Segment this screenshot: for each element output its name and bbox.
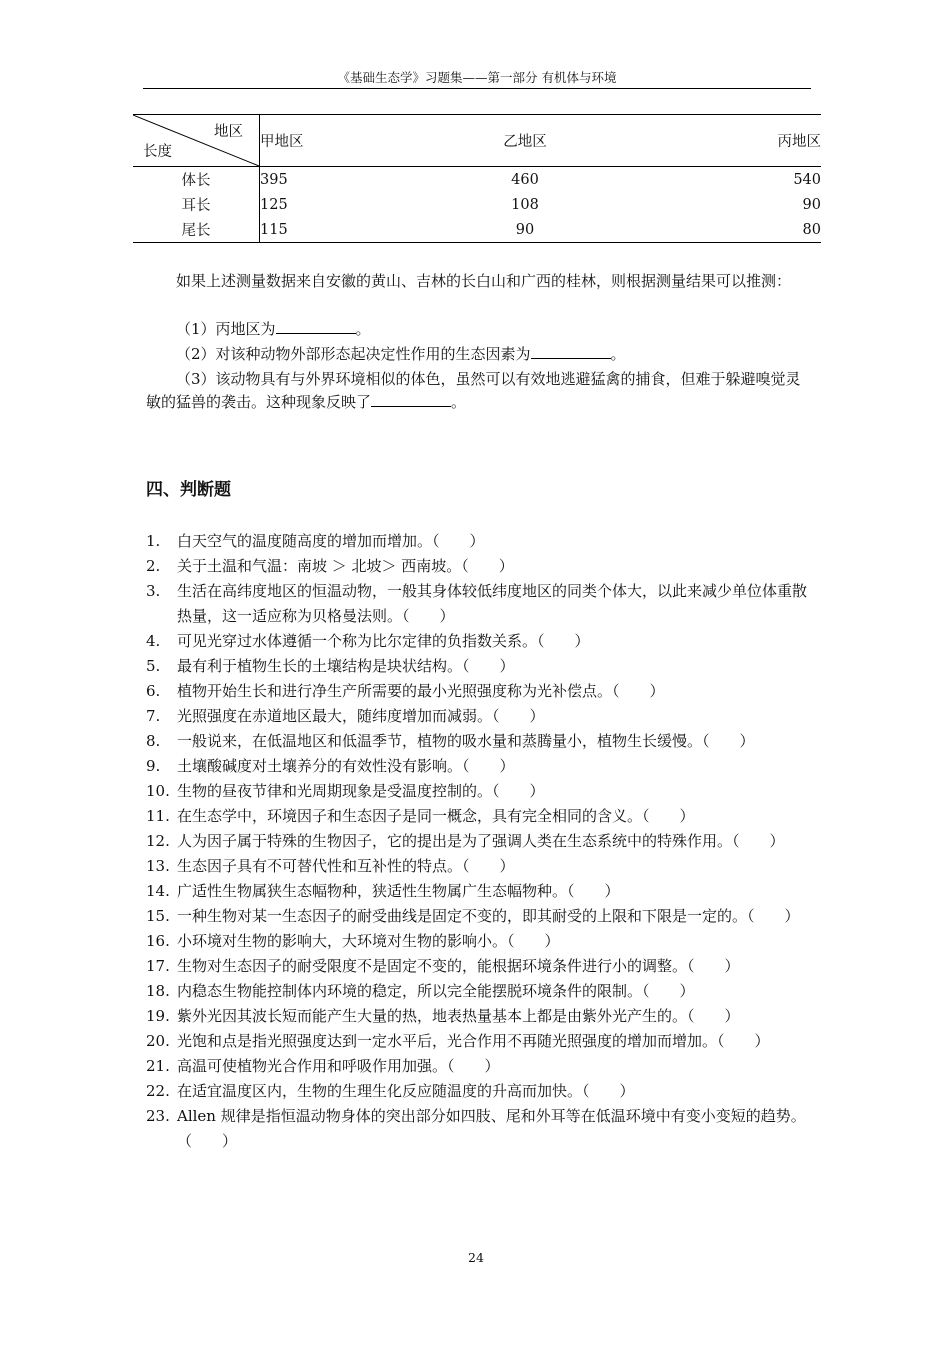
list-item: [146, 579, 814, 629]
question-number: 17.: [146, 957, 170, 975]
fill-question-text: （2）对该种动物外部形态起决定性作用的生态因素为: [176, 345, 531, 363]
question-text: 生活在高纬度地区的恒温动物，一般其身体较低纬度地区的同类个体大，以此来减少单位体重散热量，这一适应称为贝格曼法则。（ ）: [177, 582, 808, 625]
question-number: 23.: [146, 1107, 170, 1125]
fill-question-1: [146, 318, 814, 341]
column-header: 丙地区: [640, 115, 821, 167]
row-label: 体长: [133, 167, 260, 193]
section-title: 四、判断题: [146, 480, 231, 500]
question-text: 广适性生物属狭生态幅物种，狭适性生物属广生态幅物种。（ ）: [177, 882, 620, 900]
fill-question-text: （1）丙地区为: [176, 320, 276, 338]
question-number: 9.: [146, 757, 161, 775]
running-header: 《基础生态学》习题集——第一部分 有机体与环境: [337, 70, 617, 85]
table-cell: 108: [511, 196, 539, 213]
answer-blank[interactable]: [531, 343, 611, 359]
column-header: 甲地区: [260, 115, 411, 167]
question-text: 一种生物对某一生态因子的耐受曲线是固定不变的，即其耐受的上限和下限是一定的。（ ）: [177, 907, 800, 925]
table-cell: 395: [260, 171, 288, 188]
row-label: 尾长: [133, 217, 260, 243]
question-text: Allen 规律是指恒温动物身体的突出部分如四肢、尾和外耳等在低温环境中有变小变短的趋势。（ ）: [177, 1107, 806, 1150]
question-text: 生物的昼夜节律和光周期现象是受温度控制的。（ ）: [177, 782, 545, 800]
table-cell: 540: [793, 171, 821, 188]
fill-question-3: [146, 368, 814, 414]
judgment-question-list: [146, 529, 814, 1154]
answer-blank[interactable]: [371, 391, 451, 407]
question-text: 可见光穿过水体遵循一个称为比尔定律的负指数关系。（ ）: [177, 632, 590, 650]
list-item: [146, 654, 814, 679]
list-item: [146, 1054, 814, 1079]
question-number: 14.: [146, 882, 170, 900]
list-item: [146, 779, 814, 804]
column-header: 乙地区: [410, 115, 640, 167]
fill-question-end: 。: [610, 345, 626, 363]
question-number: 10.: [146, 782, 170, 800]
fill-question-end: 。: [451, 393, 467, 411]
answer-blank[interactable]: [276, 318, 356, 334]
page-number: 24: [468, 1250, 484, 1265]
question-number: 3.: [146, 582, 161, 600]
question-number: 16.: [146, 932, 170, 950]
list-item: [146, 1029, 814, 1054]
question-text: 光饱和点是指光照强度达到一定水平后，光合作用不再随光照强度的增加而增加。（ ）: [177, 1032, 770, 1050]
question-number: 18.: [146, 982, 170, 1000]
list-item: [146, 854, 814, 879]
corner-label-region: 地区: [214, 124, 243, 140]
list-item: [146, 804, 814, 829]
question-number: 21.: [146, 1057, 170, 1075]
row-label: 耳长: [133, 192, 260, 217]
question-text: 内稳态生物能控制体内环境的稳定，所以完全能摆脱环境条件的限制。（ ）: [177, 982, 695, 1000]
question-number: 7.: [146, 707, 161, 725]
header-rule: [143, 88, 811, 89]
question-text: 关于土温和气温：南坡 ＞ 北坡＞ 西南坡。（ ）: [177, 557, 514, 575]
question-text: 光照强度在赤道地区最大，随纬度增加而减弱。（ ）: [177, 707, 545, 725]
list-item: [146, 1079, 814, 1104]
list-item: [146, 954, 814, 979]
corner-label-length: 长度: [143, 144, 172, 160]
question-number: 22.: [146, 1082, 170, 1100]
question-text: 紫外光因其波长短而能产生大量的热，地表热量基本上都是由紫外光产生的。（ ）: [177, 1007, 740, 1025]
list-item: [146, 1004, 814, 1029]
fill-question-text: （3）该动物具有与外界环境相似的体色，虽然可以有效地逃避猛禽的捕食，但难于躲避嗅觉灵敏的猛兽的袭击。这种现象反映了: [146, 370, 801, 411]
table-corner-cell: [133, 115, 260, 167]
question-number: 6.: [146, 682, 161, 700]
list-item: [146, 754, 814, 779]
question-text: 一般说来，在低温地区和低温季节，植物的吸水量和蒸腾量小，植物生长缓慢。（ ）: [177, 732, 755, 750]
table-cell: 125: [260, 196, 288, 213]
list-item: [146, 979, 814, 1004]
question-number: 1.: [146, 532, 161, 550]
fill-question-end: 。: [355, 320, 371, 338]
question-number: 8.: [146, 732, 161, 750]
question-text: 土壤酸碱度对土壤养分的有效性没有影响。（ ）: [177, 757, 515, 775]
table-cell: 115: [260, 217, 411, 243]
question-number: 5.: [146, 657, 161, 675]
table-cell: 460: [511, 171, 539, 188]
fill-question-2: [146, 343, 814, 366]
table-row: [133, 217, 821, 243]
question-number: 4.: [146, 632, 161, 650]
question-text: 白天空气的温度随高度的增加而增加。（ ）: [177, 532, 485, 550]
question-number: 19.: [146, 1007, 170, 1025]
list-item: [146, 629, 814, 654]
table-cell: 90: [410, 217, 640, 243]
list-item: [146, 1104, 814, 1154]
table-cell: 90: [802, 196, 821, 213]
question-text: 高温可使植物光合作用和呼吸作用加强。（ ）: [177, 1057, 500, 1075]
question-number: 2.: [146, 557, 161, 575]
list-item: [146, 879, 814, 904]
list-item: [146, 829, 814, 854]
question-text: 生物对生态因子的耐受限度不是固定不变的，能根据环境条件进行小的调整。（ ）: [177, 957, 740, 975]
list-item: [146, 704, 814, 729]
question-number: 15.: [146, 907, 170, 925]
list-item: [146, 929, 814, 954]
question-text: 小环境对生物的影响大，大环境对生物的影响小。（ ）: [177, 932, 560, 950]
table-header-row: [133, 115, 821, 167]
question-text: 在适宜温度区内，生物的生理生化反应随温度的升高而加快。（ ）: [177, 1082, 635, 1100]
intro-paragraph: 如果上述测量数据来自安徽的黄山、吉林的长白山和广西的桂林，则根据测量结果可以推测：: [176, 272, 792, 290]
list-item: [146, 529, 814, 554]
table-row: [133, 192, 821, 217]
question-text: 人为因子属于特殊的生物因子，它的提出是为了强调人类在生态系统中的特殊作用。（ ）: [177, 832, 785, 850]
question-number: 20.: [146, 1032, 170, 1050]
question-number: 13.: [146, 857, 170, 875]
list-item: [146, 904, 814, 929]
question-number: 12.: [146, 832, 170, 850]
question-text: 在生态学中，环境因子和生态因子是同一概念，具有完全相同的含义。（ ）: [177, 807, 695, 825]
table-row: [133, 167, 821, 193]
question-text: 植物开始生长和进行净生产所需要的最小光照强度称为光补偿点。（ ）: [177, 682, 665, 700]
list-item: [146, 554, 814, 579]
question-text: 生态因子具有不可替代性和互补性的特点。（ ）: [177, 857, 515, 875]
measurement-table: [133, 114, 821, 243]
list-item: [146, 729, 814, 754]
question-number: 11.: [146, 807, 170, 825]
table-cell: 80: [640, 217, 821, 243]
list-item: [146, 679, 814, 704]
question-text: 最有利于植物生长的土壤结构是块状结构。（ ）: [177, 657, 515, 675]
